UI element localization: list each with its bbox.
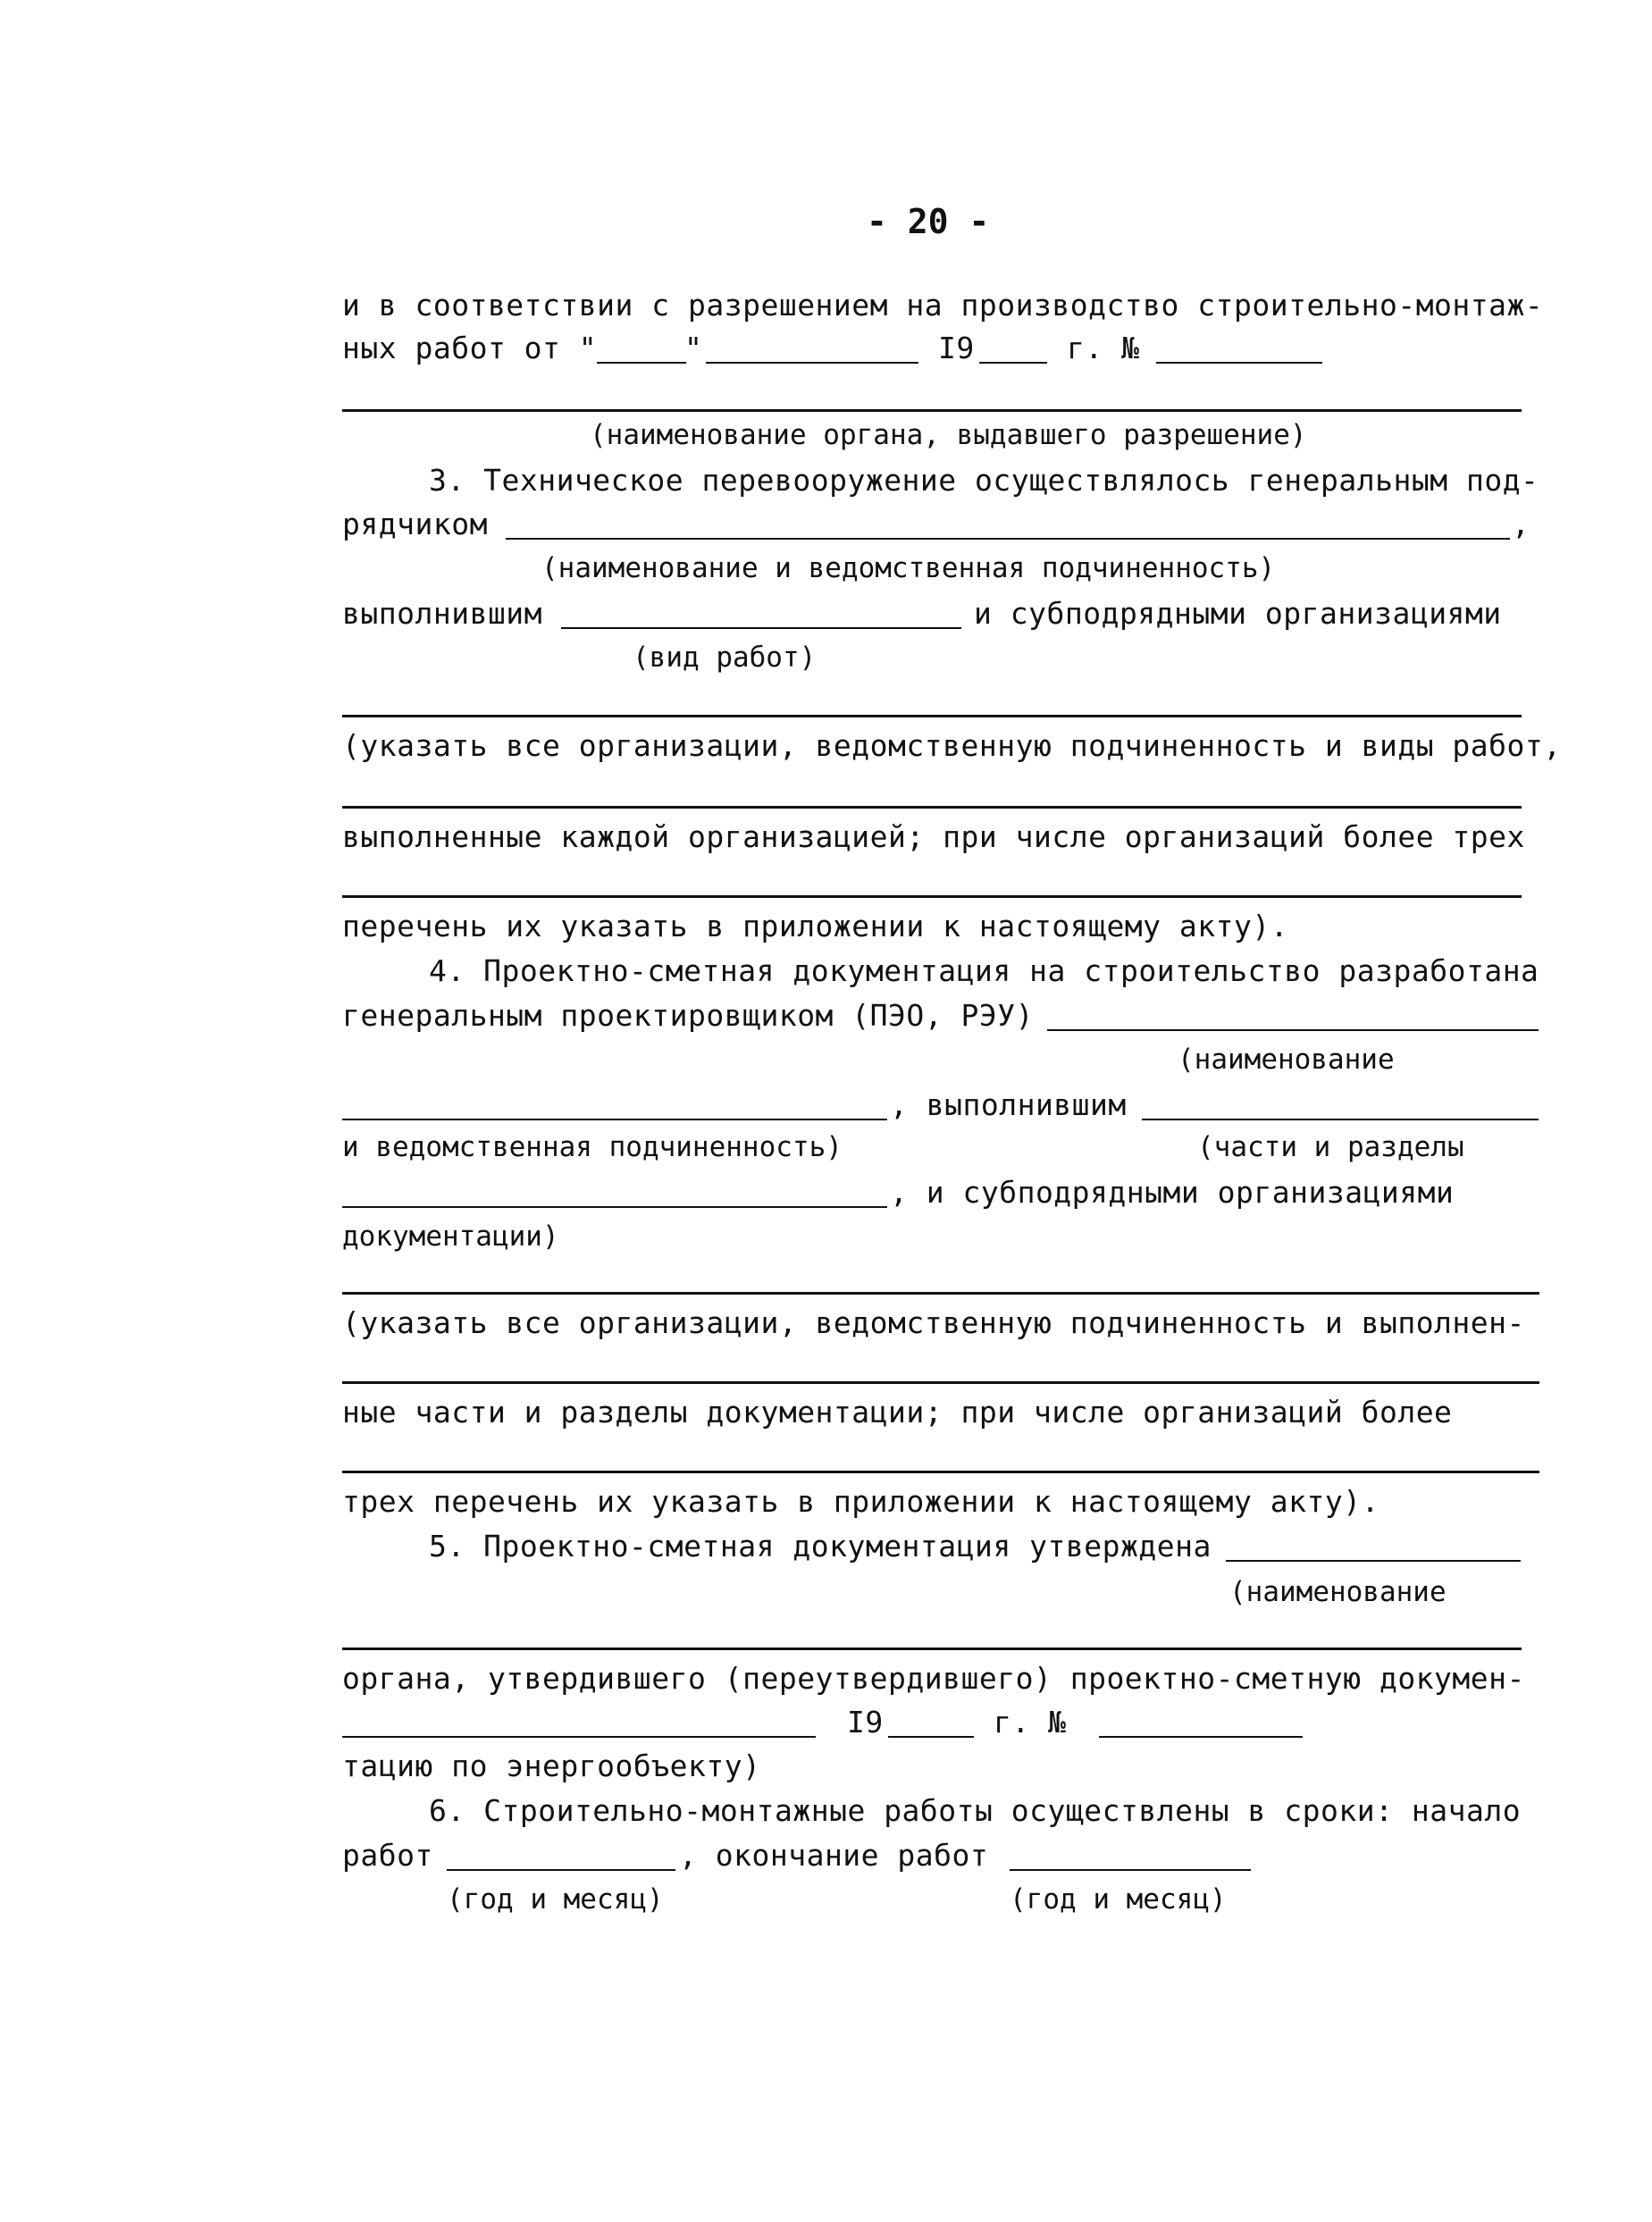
caption: (наименование органа, выдавшего разрешение) <box>590 419 1307 451</box>
text-line: (указать все организации, ведомственную подчиненность и выполнен- <box>342 1305 1525 1340</box>
text-line: 4. Проектно-сметная документация на строительство разработана <box>429 953 1539 988</box>
text-line: , окончание работ <box>679 1838 989 1873</box>
text-number-label: г. № <box>994 1705 1067 1740</box>
blank-approval-year[interactable] <box>888 1736 974 1738</box>
text-line: и субподрядными организациями <box>974 596 1502 631</box>
text-year-prefix: I9 <box>938 331 975 365</box>
text-line: , и субподрядными организациями <box>890 1175 1455 1210</box>
caption: (вид работ) <box>633 641 817 674</box>
text-line: , выполнившим <box>890 1087 1127 1122</box>
caption: (наименование <box>1229 1576 1447 1608</box>
text-number-label: г. № <box>1067 331 1140 365</box>
text-line: 3. Техническое перевооружение осуществлялось генеральным под- <box>429 463 1539 498</box>
blank-year[interactable] <box>979 362 1047 364</box>
blank-designer[interactable] <box>1047 1029 1539 1031</box>
fill-line[interactable] <box>342 1471 1539 1473</box>
caption: и ведомственная подчиненность) <box>342 1131 843 1163</box>
text-line: и в соответствии с разрешением на производство строительно-монтаж- <box>342 288 1544 323</box>
blank-number[interactable] <box>1156 362 1322 364</box>
text-line: перечень их указать в приложении к настоящему акту). <box>342 909 1289 943</box>
text-comma: , <box>1512 507 1530 541</box>
text-line: генеральным проектировщиком (ПЭО, РЭУ) <box>342 998 1034 1033</box>
text-year-prefix: I9 <box>847 1705 884 1740</box>
text-line: трех перечень их указать в приложении к настоящему акту). <box>342 1484 1379 1519</box>
caption: документации) <box>342 1220 559 1253</box>
blank-day[interactable] <box>597 362 686 364</box>
caption: (наименование <box>1178 1044 1395 1076</box>
blank-month[interactable] <box>706 362 918 364</box>
fill-line[interactable] <box>342 895 1522 898</box>
blank-approval-number[interactable] <box>1099 1736 1303 1738</box>
caption: (год и месяц) <box>1010 1883 1227 1916</box>
text-line: органа, утвердившего (переутвердившего) проектно-сметную докумен- <box>342 1661 1525 1696</box>
blank-approval-date[interactable] <box>342 1736 816 1738</box>
text-line: выполнившим <box>342 596 543 631</box>
text-line: 6. Строительно-монтажные работы осуществлены в сроки: начало <box>429 1793 1522 1828</box>
text-line: (указать все организации, ведомственную подчиненность и виды работ, <box>342 728 1562 763</box>
text-line: выполненные каждой организацией; при числе организаций более трех <box>342 819 1525 854</box>
blank-designer-name[interactable] <box>342 1119 887 1120</box>
fill-line[interactable] <box>342 806 1522 809</box>
blank-contractor[interactable] <box>506 538 1510 540</box>
page-number: - 20 - <box>867 202 990 241</box>
text-line: рядчиком <box>342 507 488 541</box>
text-line: работ <box>342 1838 433 1873</box>
fill-line[interactable] <box>342 715 1522 717</box>
text-line: ных работ от " <box>342 331 598 365</box>
fill-line[interactable] <box>342 1381 1539 1384</box>
fill-line[interactable] <box>342 1292 1539 1295</box>
text-quote: " <box>684 331 703 365</box>
blank-work-type[interactable] <box>561 627 961 629</box>
blank-approved-by[interactable] <box>1226 1560 1521 1562</box>
blank-end-date[interactable] <box>1010 1869 1251 1871</box>
text-line: 5. Проектно-сметная документация утверждена <box>429 1529 1212 1564</box>
blank-sub-orgs[interactable] <box>342 1206 887 1208</box>
text-line: тацию по энергообъекту) <box>342 1748 761 1783</box>
caption: (наименование и ведомственная подчиненность) <box>541 552 1276 584</box>
fill-line[interactable] <box>342 409 1522 412</box>
fill-line[interactable] <box>342 1648 1522 1650</box>
blank-start-date[interactable] <box>447 1869 675 1871</box>
caption: (части и разделы <box>1197 1131 1464 1163</box>
blank-parts[interactable] <box>1142 1119 1539 1120</box>
caption: (год и месяц) <box>447 1883 664 1916</box>
text-line: ные части и разделы документации; при числе организаций более <box>342 1395 1453 1430</box>
